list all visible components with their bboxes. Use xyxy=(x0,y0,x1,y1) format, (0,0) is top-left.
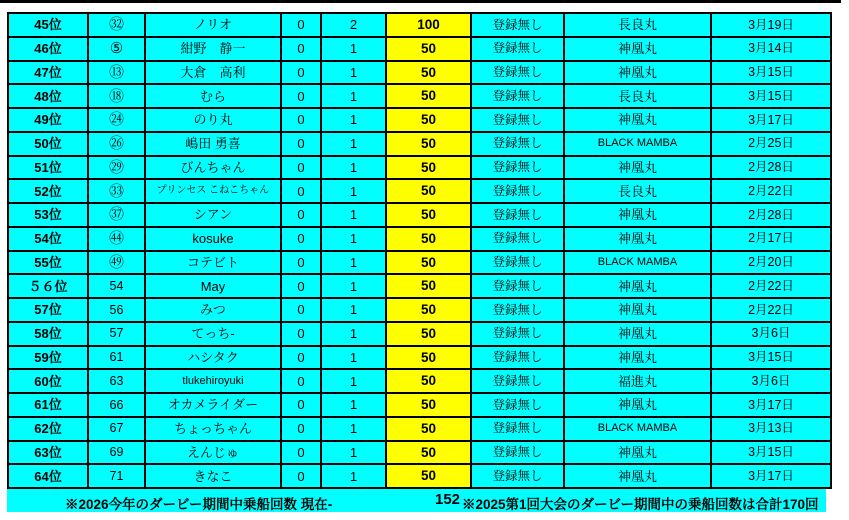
cell-rank[interactable]: 50位 xyxy=(8,132,88,156)
cell-score[interactable]: 50 xyxy=(386,464,471,488)
cell-score[interactable]: 50 xyxy=(386,61,471,85)
cell-name[interactable]: 嶋田 勇喜 xyxy=(145,132,281,156)
cell-registration[interactable]: 登録無し xyxy=(471,441,564,465)
cell-count-a[interactable]: 0 xyxy=(281,13,321,37)
cell-score[interactable]: 50 xyxy=(386,417,471,441)
table-row xyxy=(8,227,831,251)
cell-score[interactable]: 50 xyxy=(386,84,471,108)
cell-entry-no[interactable]: ⑱ xyxy=(88,84,145,108)
cell-date[interactable]: 2月17日 xyxy=(711,227,831,251)
cell-count-b[interactable]: 1 xyxy=(321,132,386,156)
cell-count-a[interactable]: 0 xyxy=(281,132,321,156)
table-row xyxy=(8,464,831,488)
cell-score[interactable]: 50 xyxy=(386,37,471,61)
cell-rank[interactable]: 64位 xyxy=(8,464,88,488)
ranking-table-wrap xyxy=(7,12,832,489)
cell-registration[interactable]: 登録無し xyxy=(471,393,564,417)
cell-count-a[interactable]: 0 xyxy=(281,441,321,465)
cell-name[interactable]: びんちゃん xyxy=(145,156,281,180)
cell-registration[interactable]: 登録無し xyxy=(471,108,564,132)
cell-registration[interactable]: 登録無し xyxy=(471,346,564,370)
cell-count-a[interactable]: 0 xyxy=(281,393,321,417)
cell-name[interactable]: ちょっちゃん xyxy=(145,417,281,441)
cell-name[interactable]: のり丸 xyxy=(145,108,281,132)
table-row xyxy=(8,203,831,227)
cell-count-b[interactable]: 1 xyxy=(321,274,386,298)
cell-date[interactable]: 2月28日 xyxy=(711,156,831,180)
cell-boat[interactable]: BLACK MAMBA xyxy=(564,417,711,441)
cell-rank[interactable]: 60位 xyxy=(8,369,88,393)
table-row xyxy=(8,441,831,465)
cell-registration[interactable]: 登録無し xyxy=(471,84,564,108)
cell-name[interactable]: シアン xyxy=(145,203,281,227)
cell-count-a[interactable]: 0 xyxy=(281,251,321,275)
cell-boat[interactable]: 神凰丸 xyxy=(564,322,711,346)
cell-count-a[interactable]: 0 xyxy=(281,274,321,298)
cell-boat[interactable]: 神凰丸 xyxy=(564,61,711,85)
cell-name[interactable]: きなこ xyxy=(145,464,281,488)
table-row xyxy=(8,393,831,417)
cell-rank[interactable]: 51位 xyxy=(8,156,88,180)
footer-note-current: ※2026今年のダービー期間中乗船回数 現在- xyxy=(65,497,333,512)
cell-date[interactable]: 2月20日 xyxy=(711,251,831,275)
cell-rank[interactable]: 63位 xyxy=(8,441,88,465)
cell-entry-no[interactable]: ㊹ xyxy=(88,227,145,251)
cell-rank[interactable]: 52位 xyxy=(8,179,88,203)
cell-rank[interactable]: 54位 xyxy=(8,227,88,251)
cell-name[interactable]: コテビト xyxy=(145,251,281,275)
table-row xyxy=(8,346,831,370)
cell-boat[interactable]: BLACK MAMBA xyxy=(564,251,711,275)
cell-entry-no[interactable]: 57 xyxy=(88,322,145,346)
cell-entry-no[interactable]: ㉜ xyxy=(88,13,145,37)
cell-entry-no[interactable]: 71 xyxy=(88,464,145,488)
cell-count-a[interactable]: 0 xyxy=(281,227,321,251)
cell-boat[interactable]: 長良丸 xyxy=(564,13,711,37)
cell-date[interactable]: 3月15日 xyxy=(711,441,831,465)
cell-boat[interactable]: 神凰丸 xyxy=(564,227,711,251)
cell-registration[interactable]: 登録無し xyxy=(471,179,564,203)
cell-rank[interactable]: ５６位 xyxy=(8,274,88,298)
cell-name[interactable]: えんじゅ xyxy=(145,441,281,465)
cell-score[interactable]: 50 xyxy=(386,274,471,298)
cell-score[interactable]: 50 xyxy=(386,203,471,227)
cell-entry-no[interactable]: ㉝ xyxy=(88,179,145,203)
table-row xyxy=(8,84,831,108)
cell-count-b[interactable]: 1 xyxy=(321,37,386,61)
cell-date[interactable]: 3月17日 xyxy=(711,393,831,417)
cell-boat[interactable]: 神凰丸 xyxy=(564,346,711,370)
table-row xyxy=(8,108,831,132)
cell-count-b[interactable]: 1 xyxy=(321,251,386,275)
cell-count-b[interactable]: 1 xyxy=(321,203,386,227)
cell-name[interactable]: みつ xyxy=(145,298,281,322)
cell-boat[interactable]: 神凰丸 xyxy=(564,464,711,488)
cell-rank[interactable]: 55位 xyxy=(8,251,88,275)
table-row xyxy=(8,37,831,61)
table-row xyxy=(8,132,831,156)
cell-rank[interactable]: 48位 xyxy=(8,84,88,108)
cell-entry-no[interactable]: ㊲ xyxy=(88,203,145,227)
cell-count-a[interactable]: 0 xyxy=(281,37,321,61)
cell-count-b[interactable]: 1 xyxy=(321,346,386,370)
cell-count-a[interactable]: 0 xyxy=(281,84,321,108)
cell-registration[interactable]: 登録無し xyxy=(471,369,564,393)
cell-count-a[interactable]: 0 xyxy=(281,322,321,346)
cell-name[interactable]: プリンセス こねこちゃん xyxy=(145,179,281,203)
cell-name[interactable]: tlukehiroyuki xyxy=(145,369,281,393)
cell-registration[interactable]: 登録無し xyxy=(471,274,564,298)
cell-entry-no[interactable]: 54 xyxy=(88,274,145,298)
cell-count-b[interactable]: 1 xyxy=(321,84,386,108)
cell-score[interactable]: 50 xyxy=(386,369,471,393)
cell-count-a[interactable]: 0 xyxy=(281,298,321,322)
cell-count-a[interactable]: 0 xyxy=(281,203,321,227)
cell-boat[interactable]: 神凰丸 xyxy=(564,37,711,61)
ranking-table xyxy=(7,12,832,489)
cell-rank[interactable]: 59位 xyxy=(8,346,88,370)
cell-count-b[interactable]: 1 xyxy=(321,417,386,441)
cell-registration[interactable]: 登録無し xyxy=(471,322,564,346)
cell-rank[interactable]: 61位 xyxy=(8,393,88,417)
top-border-line xyxy=(0,0,841,3)
cell-score[interactable]: 50 xyxy=(386,322,471,346)
cell-date[interactable]: 2月28日 xyxy=(711,203,831,227)
cell-count-b[interactable]: 1 xyxy=(321,369,386,393)
cell-entry-no[interactable]: ⑬ xyxy=(88,61,145,85)
cell-count-a[interactable]: 0 xyxy=(281,179,321,203)
cell-count-a[interactable]: 0 xyxy=(281,464,321,488)
cell-entry-no[interactable]: 69 xyxy=(88,441,145,465)
cell-date[interactable]: 3月14日 xyxy=(711,37,831,61)
cell-name[interactable]: ノリオ xyxy=(145,13,281,37)
cell-score[interactable]: 50 xyxy=(386,227,471,251)
cell-count-b[interactable]: 1 xyxy=(321,441,386,465)
footer-band xyxy=(7,489,826,512)
cell-registration[interactable]: 登録無し xyxy=(471,417,564,441)
cell-registration[interactable]: 登録無し xyxy=(471,203,564,227)
cell-entry-no[interactable]: 67 xyxy=(88,417,145,441)
cell-rank[interactable]: 47位 xyxy=(8,61,88,85)
table-row xyxy=(8,369,831,393)
cell-rank[interactable]: 53位 xyxy=(8,203,88,227)
table-row xyxy=(8,274,831,298)
table-row xyxy=(8,417,831,441)
cell-score[interactable]: 50 xyxy=(386,251,471,275)
cell-score[interactable]: 50 xyxy=(386,441,471,465)
cell-name[interactable]: オカメライダー xyxy=(145,393,281,417)
footer-note-previous: ※2025第1回大会のダービー期間中の乗船回数は合計170回 xyxy=(462,497,819,512)
cell-date[interactable]: 3月15日 xyxy=(711,84,831,108)
cell-boat[interactable]: 神凰丸 xyxy=(564,203,711,227)
cell-name[interactable]: 大倉 高利 xyxy=(145,61,281,85)
cell-name[interactable]: kosuke xyxy=(145,227,281,251)
cell-rank[interactable]: 49位 xyxy=(8,108,88,132)
cell-boat[interactable]: 神凰丸 xyxy=(564,441,711,465)
cell-count-a[interactable]: 0 xyxy=(281,61,321,85)
cell-boat[interactable]: 神凰丸 xyxy=(564,156,711,180)
cell-name[interactable]: May xyxy=(145,274,281,298)
cell-count-b[interactable]: 1 xyxy=(321,227,386,251)
cell-rank[interactable]: 62位 xyxy=(8,417,88,441)
cell-date[interactable]: 3月6日 xyxy=(711,322,831,346)
cell-boat[interactable]: 神凰丸 xyxy=(564,298,711,322)
cell-count-a[interactable]: 0 xyxy=(281,346,321,370)
cell-count-b[interactable]: 1 xyxy=(321,298,386,322)
cell-count-b[interactable]: 1 xyxy=(321,61,386,85)
cell-count-b[interactable]: 1 xyxy=(321,156,386,180)
cell-date[interactable]: 2月25日 xyxy=(711,132,831,156)
cell-entry-no[interactable]: ㉖ xyxy=(88,132,145,156)
cell-date[interactable]: 3月13日 xyxy=(711,417,831,441)
footer-current-count: 152 xyxy=(435,491,461,508)
ranking-table-body xyxy=(8,13,831,488)
cell-score[interactable]: 50 xyxy=(386,393,471,417)
cell-boat[interactable]: 長良丸 xyxy=(564,84,711,108)
cell-entry-no[interactable]: 63 xyxy=(88,369,145,393)
cell-registration[interactable]: 登録無し xyxy=(471,298,564,322)
cell-rank[interactable]: 45位 xyxy=(8,13,88,37)
cell-entry-no[interactable]: ⑤ xyxy=(88,37,145,61)
cell-score[interactable]: 50 xyxy=(386,346,471,370)
cell-boat[interactable]: BLACK MAMBA xyxy=(564,132,711,156)
cell-name[interactable]: てっち- xyxy=(145,322,281,346)
cell-date[interactable]: 3月6日 xyxy=(711,369,831,393)
cell-count-b[interactable]: 1 xyxy=(321,464,386,488)
table-row xyxy=(8,298,831,322)
cell-score[interactable]: 50 xyxy=(386,156,471,180)
cell-date[interactable]: 3月19日 xyxy=(711,13,831,37)
cell-registration[interactable]: 登録無し xyxy=(471,61,564,85)
cell-registration[interactable]: 登録無し xyxy=(471,37,564,61)
cell-name[interactable]: 紺野 静一 xyxy=(145,37,281,61)
cell-count-b[interactable]: 2 xyxy=(321,13,386,37)
cell-entry-no[interactable]: 56 xyxy=(88,298,145,322)
cell-entry-no[interactable]: 61 xyxy=(88,346,145,370)
cell-rank[interactable]: 57位 xyxy=(8,298,88,322)
cell-entry-no[interactable]: ㊾ xyxy=(88,251,145,275)
cell-count-a[interactable]: 0 xyxy=(281,108,321,132)
cell-count-b[interactable]: 1 xyxy=(321,322,386,346)
cell-date[interactable]: 3月15日 xyxy=(711,346,831,370)
cell-count-a[interactable]: 0 xyxy=(281,417,321,441)
cell-rank[interactable]: 46位 xyxy=(8,37,88,61)
cell-boat[interactable]: 福進丸 xyxy=(564,369,711,393)
cell-registration[interactable]: 登録無し xyxy=(471,132,564,156)
cell-entry-no[interactable]: ㉔ xyxy=(88,108,145,132)
cell-count-b[interactable]: 1 xyxy=(321,393,386,417)
cell-count-a[interactable]: 0 xyxy=(281,156,321,180)
cell-rank[interactable]: 58位 xyxy=(8,322,88,346)
cell-date[interactable]: 3月17日 xyxy=(711,464,831,488)
cell-score[interactable]: 50 xyxy=(386,132,471,156)
table-row xyxy=(8,322,831,346)
cell-name[interactable]: むら xyxy=(145,84,281,108)
table-row xyxy=(8,61,831,85)
cell-registration[interactable]: 登録無し xyxy=(471,251,564,275)
cell-entry-no[interactable]: ㉙ xyxy=(88,156,145,180)
cell-name[interactable]: ハシタク xyxy=(145,346,281,370)
cell-score[interactable]: 100 xyxy=(386,13,471,37)
cell-boat[interactable]: 長良丸 xyxy=(564,179,711,203)
cell-boat[interactable]: 神凰丸 xyxy=(564,108,711,132)
cell-registration[interactable]: 登録無し xyxy=(471,156,564,180)
cell-count-b[interactable]: 1 xyxy=(321,179,386,203)
cell-date[interactable]: 2月22日 xyxy=(711,298,831,322)
cell-date[interactable]: 2月22日 xyxy=(711,179,831,203)
table-row xyxy=(8,251,831,275)
cell-date[interactable]: 3月15日 xyxy=(711,61,831,85)
cell-boat[interactable]: 神凰丸 xyxy=(564,393,711,417)
cell-count-b[interactable]: 1 xyxy=(321,108,386,132)
cell-registration[interactable]: 登録無し xyxy=(471,464,564,488)
table-row xyxy=(8,13,831,37)
cell-date[interactable]: 3月17日 xyxy=(711,108,831,132)
table-row xyxy=(8,156,831,180)
cell-boat[interactable]: 神凰丸 xyxy=(564,274,711,298)
cell-score[interactable]: 50 xyxy=(386,108,471,132)
cell-registration[interactable]: 登録無し xyxy=(471,227,564,251)
table-row xyxy=(8,179,831,203)
cell-score[interactable]: 50 xyxy=(386,298,471,322)
cell-registration[interactable]: 登録無し xyxy=(471,13,564,37)
cell-date[interactable]: 2月22日 xyxy=(711,274,831,298)
cell-entry-no[interactable]: 66 xyxy=(88,393,145,417)
cell-count-a[interactable]: 0 xyxy=(281,369,321,393)
cell-score[interactable]: 50 xyxy=(386,179,471,203)
